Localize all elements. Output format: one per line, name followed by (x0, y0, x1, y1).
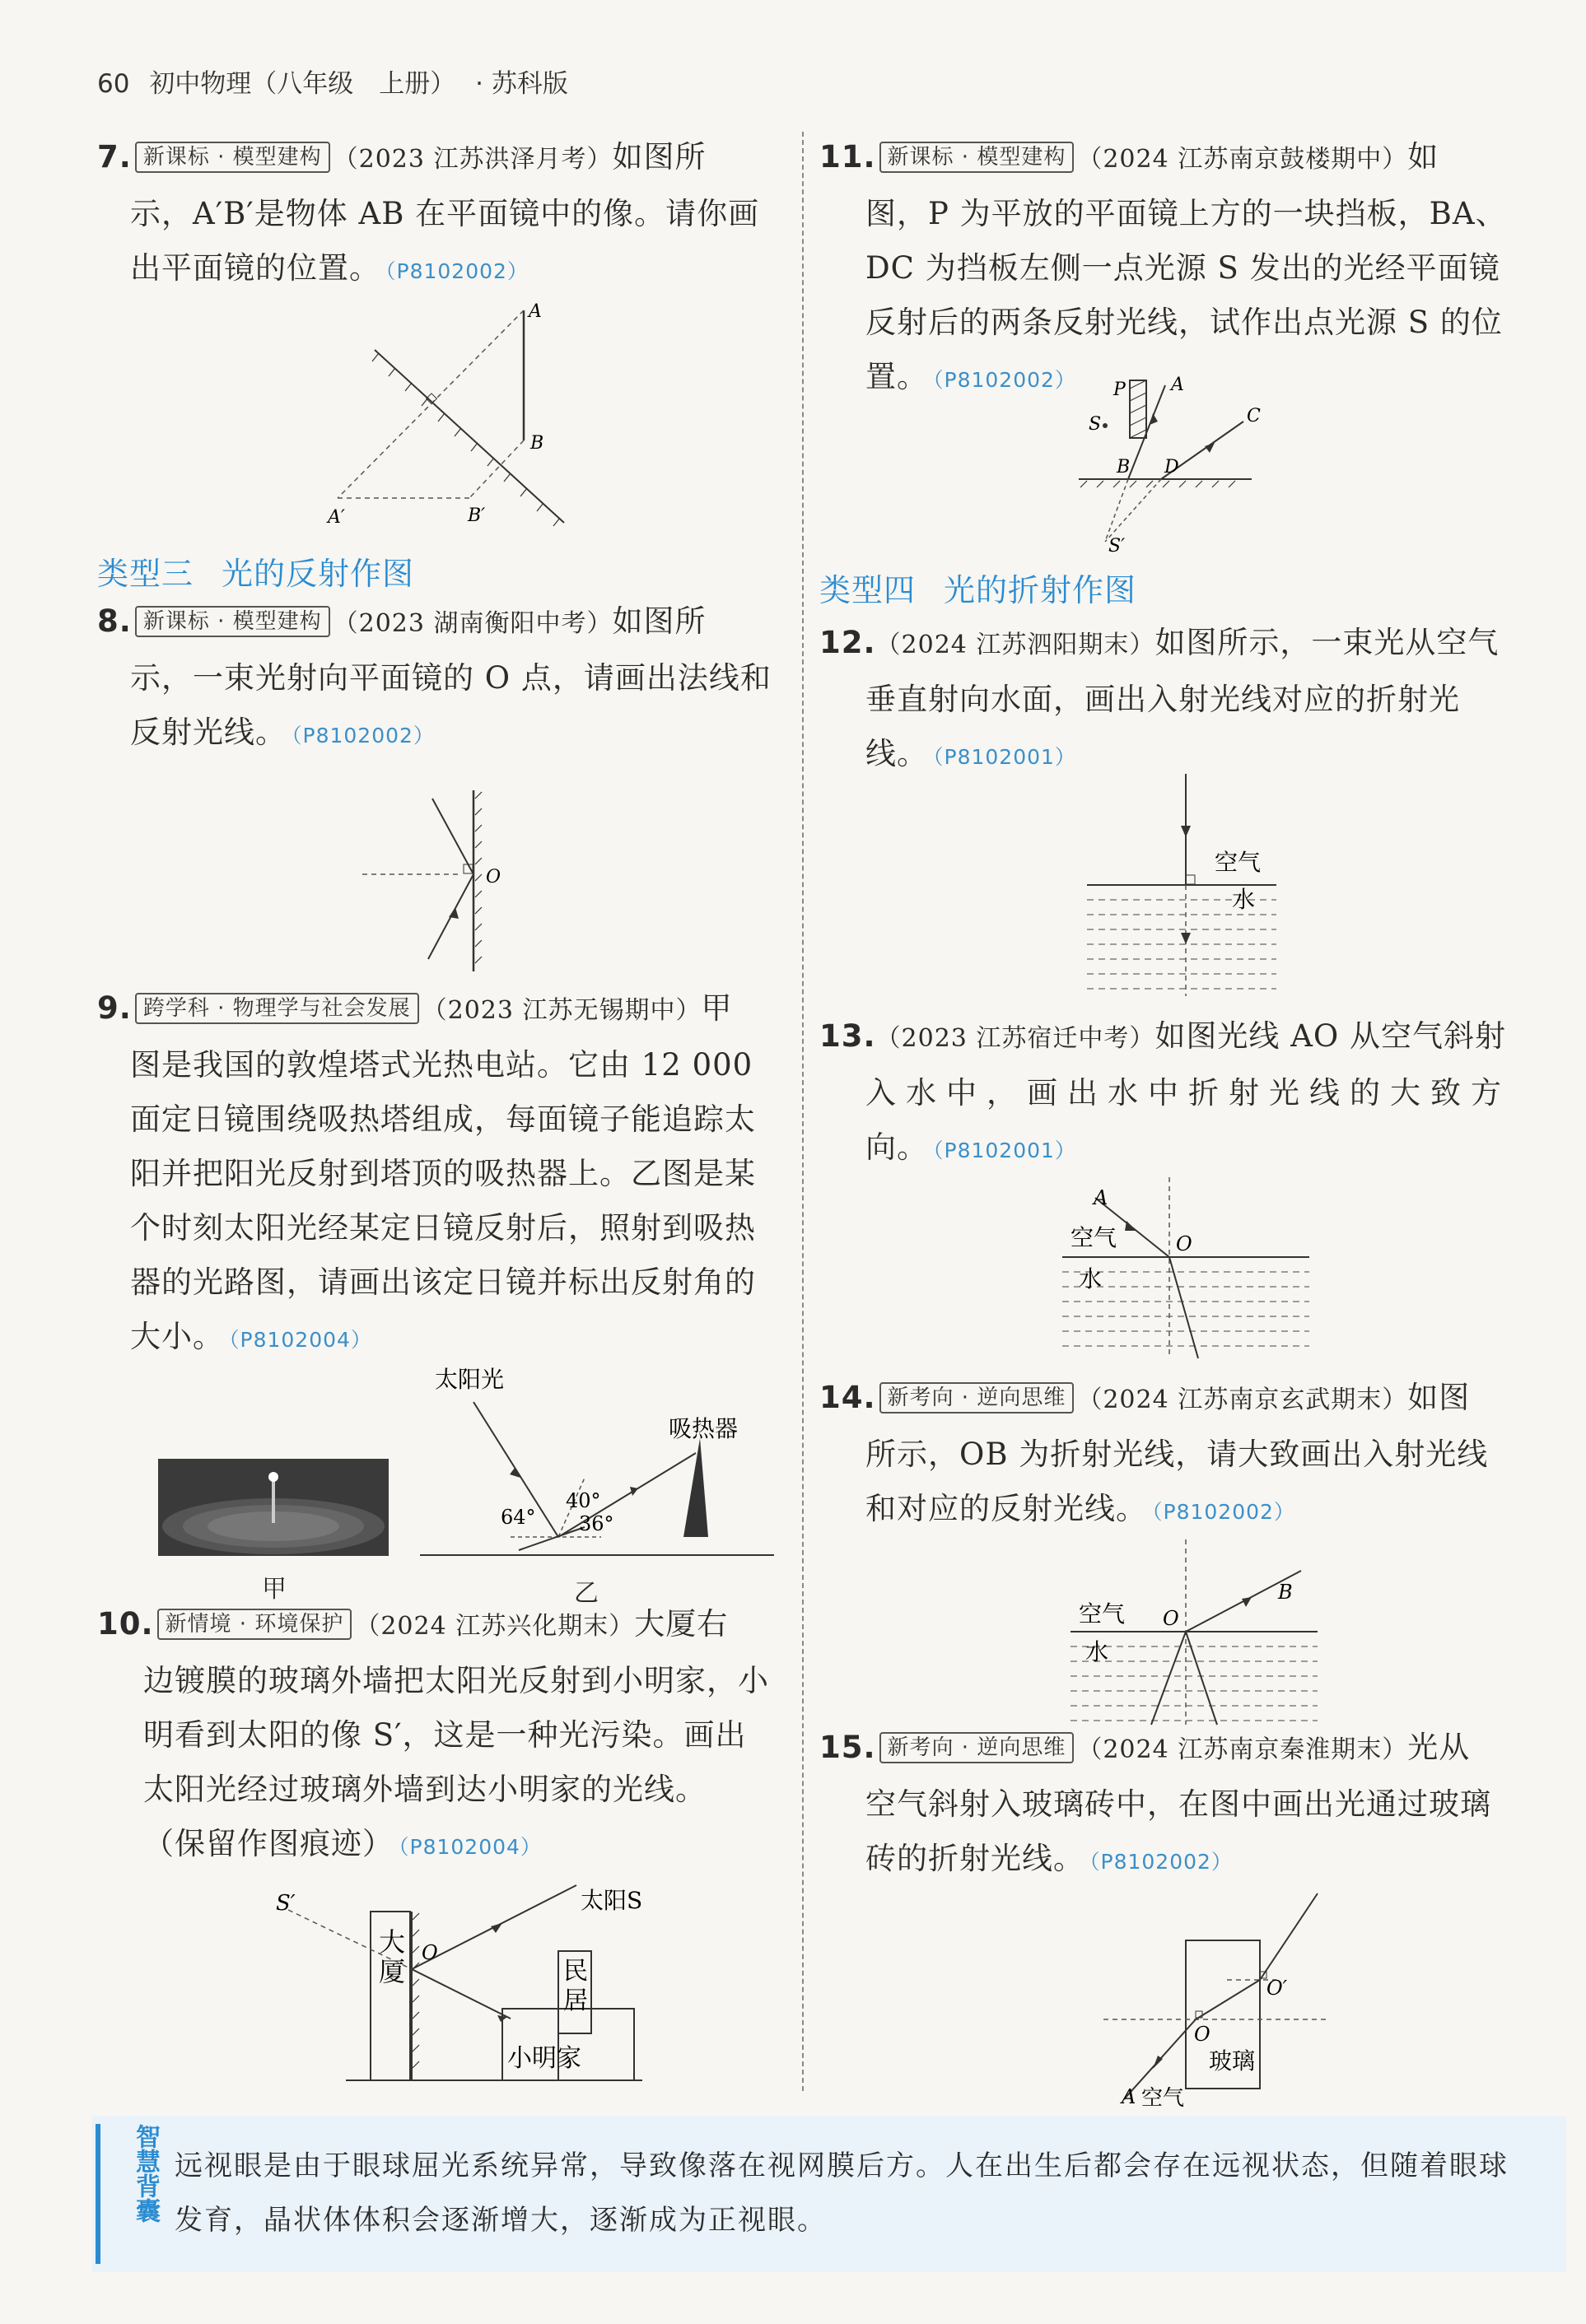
q9-figure (412, 1362, 791, 1568)
label-A-prime: A′ (328, 507, 345, 528)
question-code: （P8102004） (399, 1835, 542, 1859)
question-text: 入水中，画出水中折射光线的大致方 (865, 1075, 1511, 1111)
question-11 (819, 130, 1511, 408)
question-source: （2024 江苏南京玄武期末） (1077, 1386, 1408, 1414)
question-source: （2024 江苏南京鼓楼期中） (1077, 145, 1408, 174)
angle-64: 64° (501, 1506, 536, 1529)
question-text: 所示，OB 为折射光线，请大致画出入射光线 (865, 1437, 1489, 1472)
q15-figure (1079, 1889, 1342, 2112)
question-tag: 新考向 · 逆向思维 (879, 1382, 1075, 1413)
question-tag: 新课标 · 模型建构 (135, 142, 330, 173)
question-number: 7. (97, 139, 132, 175)
question-text: 垂直射向水面，画出入射光线对应的折射光 (865, 682, 1460, 717)
question-source: （2023 江苏无锡期中） (422, 996, 702, 1025)
page-number: 60 (97, 69, 130, 99)
question-code: （P8102001） (933, 1139, 1076, 1162)
question-text: 如图光线 AO 从空气斜射 (1155, 1018, 1507, 1054)
question-source: （2024 江苏南京秦淮期末） (1077, 1735, 1408, 1764)
question-text: 个时刻太阳光经某定日镜反射后，照射到吸热 (130, 1210, 756, 1246)
q11-figure (1054, 370, 1268, 560)
question-text: 空气斜射入玻璃砖中，在图中画出光通过玻璃 (865, 1786, 1491, 1822)
q10-figure (264, 1869, 692, 2099)
question-8 (97, 594, 789, 763)
question-text: 示，A′B′是物体 AB 在平面镜中的像。请你画 (130, 196, 760, 231)
question-7 (97, 130, 789, 299)
question-source: （2023 江苏洪泽月考） (333, 145, 613, 174)
label-O: O (422, 1941, 438, 1964)
label-S-prime: S′ (1108, 536, 1126, 557)
label-A: A (1094, 1186, 1108, 1209)
label-S-prime: S′ (276, 1891, 296, 1916)
question-source: （2023 湖南衡阳中考） (333, 609, 613, 638)
label-P: P (1113, 380, 1126, 400)
question-code: （P8102004） (229, 1328, 372, 1352)
photo-solar-power-station (158, 1459, 389, 1556)
caption-jia: 甲 (262, 1575, 287, 1604)
label-absorber: 吸热器 (669, 1415, 739, 1442)
question-source: （2024 江苏兴化期末） (355, 1612, 635, 1641)
label-B: B (1117, 457, 1131, 477)
label-air: 空气 (1079, 1600, 1126, 1628)
question-text: 如 (1407, 139, 1439, 175)
label-home: 小明家 (507, 2044, 581, 2073)
label-O: O (1194, 2023, 1210, 2046)
question-text: 砖的折射光线。 (865, 1841, 1085, 1876)
label-building-2: 厦 (379, 1956, 406, 1987)
question-tag: 新考向 · 逆向思维 (879, 1732, 1075, 1763)
question-text: 大厦右 (634, 1606, 729, 1642)
question-text: 器的光路图，请画出该定日镜并标出反射角的 (130, 1264, 756, 1300)
question-number: 11. (819, 139, 876, 175)
label-water: 水 (1232, 886, 1256, 913)
label-sunlight: 太阳光 (435, 1366, 505, 1393)
q7-figure (313, 292, 593, 539)
label-B: B (1278, 1581, 1293, 1604)
q13-figure (1062, 1173, 1318, 1362)
question-text: 阳并把阳光反射到塔顶的吸热器上。乙图是某 (130, 1156, 756, 1191)
label-house-1: 民 (563, 1957, 588, 1986)
label-O: O (1163, 1607, 1179, 1630)
question-12 (819, 616, 1511, 785)
footer-text: 远视眼是由于眼球屈光系统异常，导致像落在视网膜后方。人在出生后都会存在远视状态，但随着眼球发育，晶状体体积会逐渐增大，逐渐成为正视眼。 (175, 2149, 1509, 2237)
label-sun-S: 太阳S (581, 1887, 643, 1914)
label-O: O (1176, 1232, 1192, 1255)
label-water: 水 (1085, 1638, 1109, 1665)
question-source: （2023 江苏宿迁中考） (875, 1024, 1155, 1053)
question-text: 光从 (1407, 1730, 1471, 1765)
label-glass: 玻璃 (1209, 2047, 1256, 2075)
question-number: 14. (819, 1380, 876, 1415)
question-text: 如图所 (612, 139, 707, 175)
edition: · 苏科版 (475, 69, 568, 99)
question-text: 和对应的反射光线。 (865, 1491, 1147, 1526)
question-text: 图，P 为平放的平面镜上方的一块挡板，BA、 (865, 196, 1507, 231)
label-C: C (1247, 406, 1261, 426)
caption-yi: 乙 (574, 1579, 599, 1608)
question-code: （P8102002） (1089, 1850, 1233, 1874)
section-heading-4: 类型四 光的折射作图 (819, 572, 1137, 608)
book-title: 初中物理（八年级 上册） (149, 69, 456, 99)
question-text: DC 为挡板左侧一点光源 S 发出的光经平面镜 (865, 250, 1500, 286)
q8-figure (346, 782, 543, 980)
question-code: （P8102002） (385, 259, 529, 283)
question-number: 8. (97, 603, 132, 639)
question-15 (819, 1721, 1511, 1889)
label-air: 空气 (1071, 1224, 1117, 1251)
label-B: B (530, 433, 544, 454)
label-air: 空气 (1215, 849, 1262, 876)
label-D: D (1164, 457, 1179, 477)
question-text: 太阳光经过玻璃外墙到达小明家的光线。 (143, 1772, 707, 1807)
question-text: 出平面镜的位置。 (130, 250, 380, 286)
question-9 (97, 981, 789, 1367)
label-B-prime: B′ (468, 505, 486, 526)
page-header (97, 63, 580, 100)
question-10 (97, 1597, 789, 1875)
question-text: 示，一束光射向平面镜的 O 点，请画出法线和 (130, 660, 772, 696)
label-water: 水 (1079, 1265, 1103, 1292)
question-text: 面定日镜围绕吸热塔组成，每面镜子能追踪太 (130, 1101, 756, 1137)
label-A: A (1171, 375, 1184, 395)
question-source: （2024 江苏泗阳期末） (875, 631, 1155, 659)
question-text: 向。 (865, 1129, 928, 1165)
question-tag: 新情境 · 环境保护 (157, 1609, 352, 1640)
label-house-2: 居 (563, 1986, 588, 2015)
label-A: A (529, 301, 542, 322)
question-number: 9. (97, 990, 132, 1026)
angle-40: 40° (566, 1489, 601, 1512)
question-tag: 跨学科 · 物理学与社会发展 (135, 993, 419, 1024)
angle-36: 36° (579, 1512, 614, 1535)
question-text: 如图所示，一束光从空气 (1155, 625, 1500, 660)
label-S: S (1089, 414, 1102, 435)
label-O-prime: O′ (1266, 1977, 1288, 2000)
question-code: （P8102002） (292, 724, 435, 747)
question-text: 甲 (701, 990, 733, 1026)
column-divider (802, 132, 804, 2091)
q14-figure (1062, 1539, 1326, 1729)
question-text: 反射后的两条反射光线，试作出点光源 S 的位 (865, 305, 1503, 340)
question-text: 如图 (1407, 1380, 1471, 1415)
label-A: A (1122, 2085, 1136, 2108)
question-code: （P8102001） (933, 745, 1076, 769)
question-number: 12. (819, 625, 876, 660)
q12-figure (1087, 770, 1293, 1000)
question-text: 线。 (865, 736, 928, 771)
section-heading-3: 类型三 光的反射作图 (97, 556, 415, 592)
question-text: （保留作图痕迹） (143, 1826, 394, 1861)
question-text: 置。 (865, 359, 928, 394)
question-number: 10. (97, 1606, 154, 1642)
question-text: 边镀膜的玻璃外墙把太阳光反射到小明家，小 (143, 1663, 769, 1698)
label-building-1: 大 (379, 1926, 406, 1958)
question-tag: 新课标 · 模型建构 (879, 142, 1075, 173)
question-text: 大小。 (130, 1319, 224, 1354)
question-tag: 新课标 · 模型建构 (135, 606, 330, 637)
question-text: 如图所 (612, 603, 707, 639)
label-air: 空气 (1141, 2086, 1185, 2111)
question-number: 13. (819, 1018, 876, 1054)
question-13 (819, 1009, 1511, 1178)
question-14 (819, 1371, 1511, 1539)
question-code: （P8102002） (1152, 1500, 1295, 1524)
question-text: 图是我国的敦煌塔式光热电站。它由 12 000 (130, 1047, 753, 1083)
label-O: O (486, 867, 501, 887)
footer-side-label: 智慧背囊 (96, 2124, 160, 2264)
question-code: （P8102002） (933, 368, 1076, 392)
question-text: 明看到太阳的像 S′，这是一种光污染。画出 (143, 1717, 747, 1753)
question-number: 15. (819, 1730, 876, 1765)
question-text: 反射光线。 (130, 715, 287, 750)
